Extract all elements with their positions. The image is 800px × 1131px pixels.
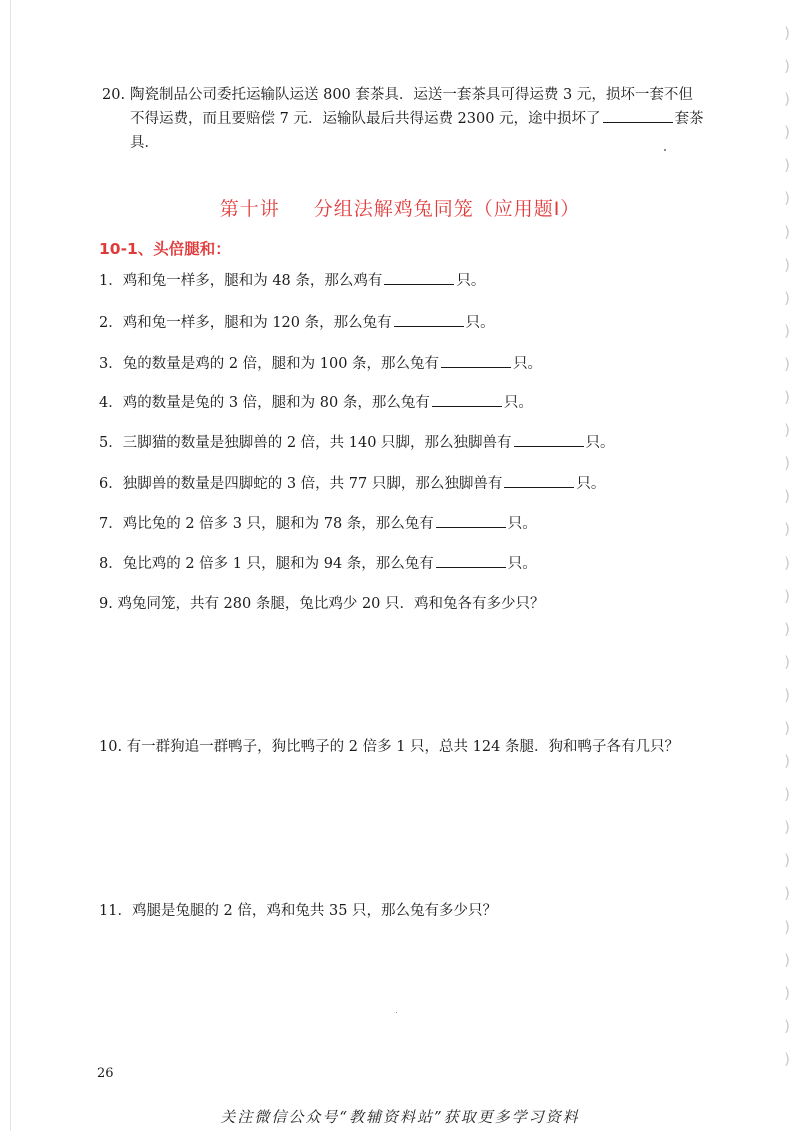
binding-ring: )	[784, 752, 790, 771]
question-text: 4．鸡的数量是兔的 3 倍，腿和为 80 条，那么兔有	[99, 395, 430, 411]
question-text: 6．独脚兽的数量是四脚蛇的 3 倍，共 77 只脚，那么独脚兽有	[99, 476, 503, 492]
binding-ring: )	[784, 553, 790, 572]
binding-ring: )	[784, 255, 790, 274]
binding-ring: )	[784, 90, 790, 109]
section-subheading: 10-1、头倍腿和：	[99, 240, 231, 258]
binding-ring: )	[784, 354, 790, 373]
page-edge-line	[10, 0, 11, 1131]
question-text: 3．兔的数量是鸡的 2 倍，腿和为 100 条，那么兔有	[99, 356, 440, 372]
question-text: 1．鸡和兔一样多，腿和为 48 条，那么鸡有	[99, 273, 383, 289]
question-3	[99, 352, 542, 373]
question-9: 9. 鸡兔同笼，共有 280 条腿，兔比鸡少 20 只．鸡和兔各有多少只？	[99, 596, 545, 612]
binding-ring: )	[784, 818, 790, 837]
question-suffix: 只。	[585, 435, 615, 451]
answer-blank[interactable]	[432, 405, 502, 407]
binding-ring: )	[784, 321, 790, 340]
binding-ring: )	[784, 950, 790, 969]
question-text: 7．鸡比兔的 2 倍多 3 只，腿和为 78 条，那么兔有	[99, 516, 434, 532]
binding-ring: )	[784, 917, 790, 936]
binding-ring: )	[784, 24, 790, 42]
binding-ring: )	[784, 421, 790, 440]
question-text: 5．三脚猫的数量是独脚兽的 2 倍，共 140 只脚，那么独脚兽有	[99, 435, 512, 451]
question-6	[99, 472, 605, 493]
binding-ring: )	[784, 586, 790, 605]
answer-blank[interactable]	[504, 486, 574, 488]
question-suffix: 只。	[576, 476, 606, 492]
question-20-line2: 不得运费，而且要赔偿 7 元．运输队最后共得运费 2300 元，途中损坏了	[130, 111, 601, 127]
question-20-suffix: 套茶具．	[130, 111, 704, 151]
binding-ring: )	[784, 718, 790, 737]
binding-ring: )	[784, 487, 790, 506]
binding-ring: )	[784, 189, 790, 208]
binding-ring: )	[784, 388, 790, 407]
binding-ring: )	[784, 288, 790, 307]
page-number: 26	[97, 1066, 114, 1081]
lesson-title: 分组法解鸡兔同笼（应用题Ⅰ）	[313, 198, 581, 220]
scan-speck	[396, 1012, 397, 1013]
question-text: 2．鸡和兔一样多，腿和为 120 条，那么兔有	[99, 315, 392, 331]
question-11: 11．鸡腿是兔腿的 2 倍，鸡和兔共 35 只，那么兔有多少只？	[99, 903, 498, 919]
binding-ring: )	[784, 884, 790, 903]
answer-blank[interactable]	[394, 325, 464, 327]
answer-blank[interactable]	[384, 283, 454, 285]
binding-ring: )	[784, 652, 790, 671]
question-suffix: 只。	[456, 273, 486, 289]
question-5	[99, 431, 615, 452]
footer-watermark: 关注微信公众号“教辅资料站”获取更多学习资料	[220, 1108, 580, 1126]
answer-blank[interactable]	[514, 445, 584, 447]
binding-ring: )	[784, 520, 790, 539]
binding-ring: )	[784, 57, 790, 76]
question-suffix: 只。	[503, 395, 533, 411]
question-suffix: 只。	[507, 556, 537, 572]
question-suffix: 只。	[507, 516, 537, 532]
question-1	[99, 269, 485, 290]
question-suffix: 只。	[513, 356, 543, 372]
question-2	[99, 311, 495, 332]
lesson-number: 第十讲	[219, 198, 280, 220]
question-7	[99, 512, 537, 533]
binding-ring: )	[784, 156, 790, 175]
question-10: 10. 有一群狗追一群鸭子，狗比鸭子的 2 倍多 1 只，总共 124 条腿．狗和鸭子各有几只？	[99, 739, 679, 755]
question-suffix: 只。	[465, 315, 495, 331]
answer-blank[interactable]	[603, 121, 673, 123]
question-number: 20.	[102, 87, 126, 103]
lesson-heading	[0, 194, 800, 221]
binding-ring: )	[784, 454, 790, 473]
binding-ring: )	[784, 1049, 790, 1068]
answer-blank[interactable]	[436, 526, 506, 528]
binding-ring: )	[784, 685, 790, 704]
answer-blank[interactable]	[441, 366, 511, 368]
question-8	[99, 552, 537, 573]
spiral-binding	[780, 18, 794, 1077]
answer-blank[interactable]	[436, 566, 506, 568]
binding-ring: )	[784, 619, 790, 638]
question-20	[102, 83, 732, 155]
binding-ring: )	[784, 1016, 790, 1035]
question-20-line1: 陶瓷制品公司委托运输队运送 800 套茶具．运送一套茶具可得运费 3 元，损坏一套不但	[130, 87, 693, 103]
scan-speck	[664, 149, 666, 151]
binding-ring: )	[784, 123, 790, 142]
binding-ring: )	[784, 222, 790, 241]
binding-ring: )	[784, 785, 790, 804]
binding-ring: )	[784, 983, 790, 1002]
binding-ring: )	[784, 851, 790, 870]
question-text: 8．兔比鸡的 2 倍多 1 只，腿和为 94 条，那么兔有	[99, 556, 434, 572]
question-4	[99, 391, 533, 412]
